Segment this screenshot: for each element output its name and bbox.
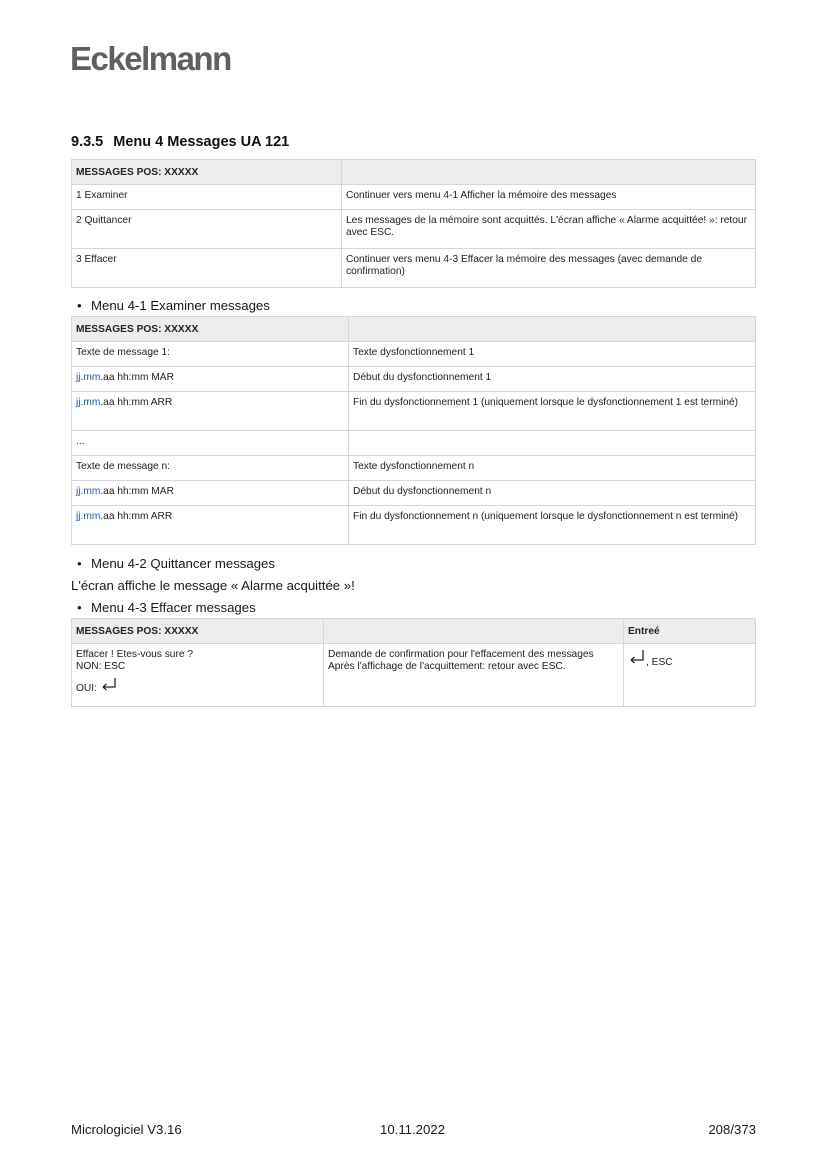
date-placeholder-link: jj.mm bbox=[76, 397, 101, 408]
bullet-text: Menu 4-2 Quittancer messages bbox=[91, 556, 275, 571]
footer-date: 10.11.2022 bbox=[380, 1122, 446, 1137]
cell-line: Effacer ! Etes-vous sure ? bbox=[76, 649, 194, 660]
table-row bbox=[72, 185, 756, 210]
table-cell bbox=[72, 392, 349, 431]
table-cell: Texte de message 1: bbox=[72, 342, 349, 367]
table-header-row bbox=[72, 619, 756, 644]
time-format-text: .aa hh:mm MAR bbox=[100, 372, 174, 383]
table-cell bbox=[72, 644, 324, 707]
table-cell bbox=[324, 644, 624, 707]
entry-esc-text: , ESC bbox=[646, 657, 673, 668]
cell-line: OUI: bbox=[76, 683, 97, 694]
table-cell bbox=[624, 644, 756, 707]
table-row bbox=[72, 210, 756, 249]
table-cell: Les messages de la mémoire sont acquittés. L'écran affiche « Alarme acquittée! »: retour avec ESC. bbox=[342, 210, 756, 249]
company-logo: Eckelmann bbox=[70, 40, 231, 77]
bullet-icon: • bbox=[77, 600, 82, 615]
cell-line: Demande de confirmation pour l'effacement des messages bbox=[328, 649, 594, 660]
table-header-row bbox=[72, 317, 756, 342]
table-cell: Début du dysfonctionnement n bbox=[349, 481, 756, 506]
section-heading bbox=[71, 134, 289, 150]
menu-4-table bbox=[71, 159, 756, 288]
bullet-text: Menu 4-1 Examiner messages bbox=[91, 298, 270, 313]
table-header-cell: MESSAGES POS: XXXXX bbox=[72, 619, 324, 644]
table-cell: ... bbox=[72, 431, 349, 456]
table-row bbox=[72, 249, 756, 288]
table-cell: 1 Examiner bbox=[72, 185, 342, 210]
table-header-cell bbox=[342, 160, 756, 185]
bullet-icon: • bbox=[77, 298, 82, 313]
table-cell: Fin du dysfonctionnement n (uniquement lorsque le dysfonctionnement n est terminé) bbox=[349, 506, 756, 545]
menu-4-3-table bbox=[71, 618, 756, 707]
table-cell bbox=[72, 481, 349, 506]
table-cell: 3 Effacer bbox=[72, 249, 342, 288]
table-header-cell bbox=[324, 619, 624, 644]
table-cell: 2 Quittancer bbox=[72, 210, 342, 249]
enter-key-icon bbox=[100, 677, 118, 695]
acknowledge-paragraph: L'écran affiche le message « Alarme acquittée »! bbox=[71, 578, 355, 593]
table-cell bbox=[349, 431, 756, 456]
bullet-icon: • bbox=[77, 556, 82, 571]
table-cell: Texte dysfonctionnement n bbox=[349, 456, 756, 481]
table-cell: Continuer vers menu 4-3 Effacer la mémoire des messages (avec demande de confirmation) bbox=[342, 249, 756, 288]
section-title: Menu 4 Messages UA 121 bbox=[113, 134, 290, 150]
footer-page-number: 208/373 bbox=[708, 1122, 756, 1137]
footer-firmware-version: Micrologiciel V3.16 bbox=[71, 1122, 182, 1137]
bullet-menu-4-1 bbox=[77, 298, 270, 313]
table-header-cell: MESSAGES POS: XXXXX bbox=[72, 317, 349, 342]
table-row bbox=[72, 644, 756, 707]
bullet-text: Menu 4-3 Effacer messages bbox=[91, 600, 256, 615]
table-row bbox=[72, 367, 756, 392]
table-cell: Début du dysfonctionnement 1 bbox=[349, 367, 756, 392]
bullet-menu-4-3 bbox=[77, 600, 256, 615]
menu-4-1-table bbox=[71, 316, 756, 545]
table-header-cell bbox=[349, 317, 756, 342]
table-header-cell: Entreé bbox=[624, 619, 756, 644]
table-row bbox=[72, 392, 756, 431]
section-number: 9.3.5 bbox=[71, 134, 104, 150]
table-cell: Continuer vers menu 4-1 Afficher la mémoire des messages bbox=[342, 185, 756, 210]
table-cell bbox=[72, 367, 349, 392]
date-placeholder-link: jj.mm bbox=[76, 486, 101, 497]
table-cell: Fin du dysfonctionnement 1 (uniquement lorsque le dysfonctionnement 1 est terminé) bbox=[349, 392, 756, 431]
enter-key-icon bbox=[628, 649, 646, 669]
table-row bbox=[72, 342, 756, 367]
bullet-menu-4-2 bbox=[77, 556, 275, 571]
table-row bbox=[72, 456, 756, 481]
cell-line: Après l'affichage de l'acquittement: retour avec ESC. bbox=[328, 661, 566, 672]
cell-line-oui bbox=[76, 677, 319, 695]
table-row bbox=[72, 506, 756, 545]
time-format-text: .aa hh:mm MAR bbox=[100, 486, 174, 497]
table-cell: Texte dysfonctionnement 1 bbox=[349, 342, 756, 367]
table-row bbox=[72, 431, 756, 456]
table-header-row bbox=[72, 160, 756, 185]
date-placeholder-link: jj.mm bbox=[76, 511, 101, 522]
time-format-text: .aa hh:mm ARR bbox=[100, 511, 173, 522]
table-row bbox=[72, 481, 756, 506]
table-cell bbox=[72, 506, 349, 545]
table-header-cell: MESSAGES POS: XXXXX bbox=[72, 160, 342, 185]
table-cell: Texte de message n: bbox=[72, 456, 349, 481]
time-format-text: .aa hh:mm ARR bbox=[100, 397, 173, 408]
cell-line: NON: ESC bbox=[76, 661, 126, 672]
date-placeholder-link: jj.mm bbox=[76, 372, 101, 383]
